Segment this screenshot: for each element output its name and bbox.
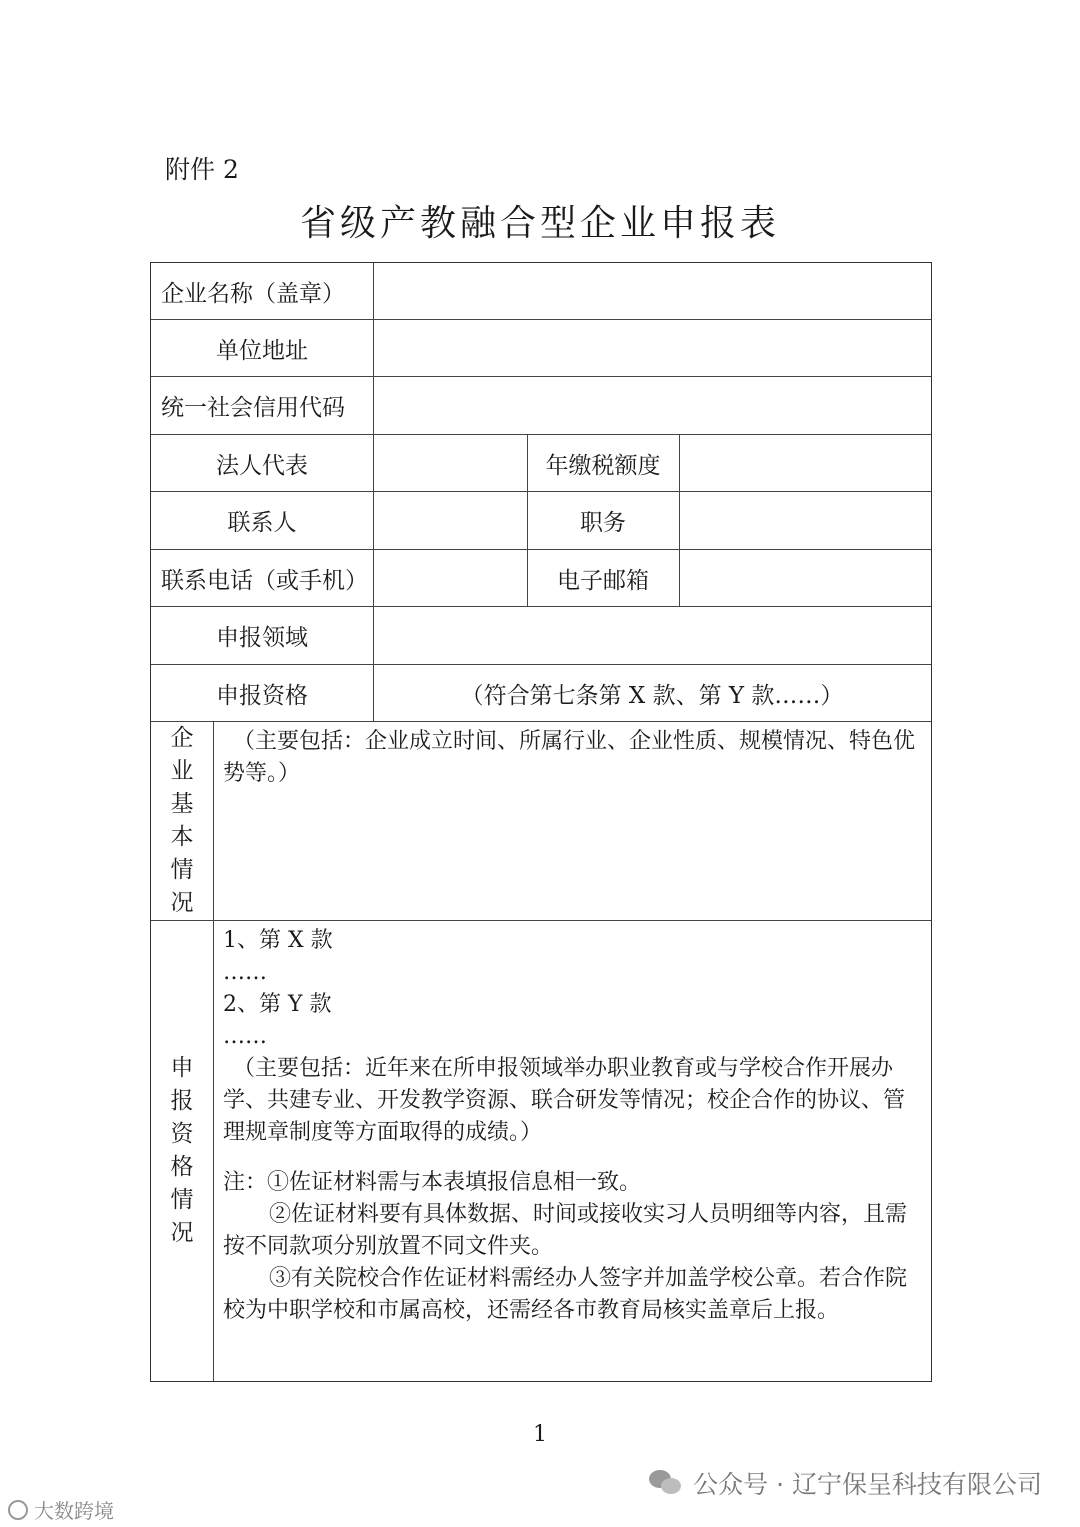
basic-info-label <box>151 722 213 920</box>
annual-tax-label: 年缴税额度 <box>545 452 661 479</box>
form-title: 省级产教融合型企业申报表 <box>299 203 780 244</box>
field-label: 申报领域 <box>216 625 308 651</box>
watermark-right <box>649 1465 1042 1501</box>
qualification-info-content <box>213 921 931 1381</box>
basic-info-label-char: 况 <box>170 890 194 916</box>
attachment-label: 附件 2 <box>165 155 239 184</box>
basic-info-label-char: 企 <box>170 725 194 751</box>
row-qualification <box>151 665 931 722</box>
item-2-dots: …… <box>223 1024 267 1049</box>
row-qualification-info <box>151 921 931 1381</box>
company-name-label: 企业名称（盖章） <box>161 280 345 307</box>
qualification-info-label-char: 报 <box>170 1088 194 1114</box>
basic-info-label-char: 情 <box>170 857 194 883</box>
qualification-info-label <box>151 921 213 1381</box>
qualification-info-label-char: 情 <box>170 1187 194 1213</box>
qualification-info-label-char: 申 <box>170 1055 194 1081</box>
note-2: ②佐证材料要有具体数据、时间或接收实习人员明细等内容，且需按不同款项分别放置不同文件夹。 <box>223 1202 908 1259</box>
qualification-label: 申报资格 <box>216 682 308 709</box>
watermark-left <box>8 1495 114 1524</box>
note-3: ③有关院校合作佐证材料需经办人签字并加盖学校公章。若合作院校为中职学校和市属高校，还需经各市教育局核实盖章后上报。 <box>223 1266 908 1323</box>
legal-rep-label: 法人代表 <box>216 452 308 479</box>
item-2: 2、第 Y 款 <box>223 992 332 1017</box>
row-company-name <box>151 263 931 320</box>
row-basic-info <box>151 722 931 921</box>
application-form-table <box>150 262 932 1382</box>
watermark-right-text: 公众号 · 辽宁保呈科技有限公司 <box>693 1470 1042 1499</box>
watermark-left-text: 大数跨境 <box>34 1499 114 1523</box>
note-1: 注：①佐证材料需与本表填报信息相一致。 <box>223 1170 642 1195</box>
qualification-info-label-char: 况 <box>170 1220 194 1246</box>
basic-info-label-char: 业 <box>170 758 194 784</box>
phone-label: 联系电话（或手机） <box>161 567 368 594</box>
item-1-dots: …… <box>223 960 267 985</box>
row-contact <box>151 492 931 550</box>
row-field <box>151 607 931 665</box>
position-label: 职务 <box>580 510 626 536</box>
page-number: 1 <box>533 1422 547 1447</box>
row-phone <box>151 550 931 607</box>
credit-code-label: 统一社会信用代码 <box>161 395 345 421</box>
basic-info-text: （主要包括：企业成立时间、所属行业、企业性质、规模情况、特色优势等。） <box>223 729 916 786</box>
watermark-logo-icon <box>8 1500 28 1520</box>
qualification-info-label-char: 资 <box>170 1121 194 1147</box>
email-label: 电子邮箱 <box>557 567 649 594</box>
item-1: 1、第 X 款 <box>223 928 333 953</box>
spacer <box>223 1149 921 1167</box>
contact-label: 联系人 <box>227 510 297 536</box>
row-address <box>151 320 931 377</box>
qualification-description: （主要包括：近年来在所申报领域举办职业教育或与学校合作开展办学、共建专业、开发教学资源、联合研发等情况；校企合作的协议、管理规章制度等方面取得的成绩。） <box>223 1056 906 1145</box>
row-legal-rep <box>151 435 931 492</box>
qualification-value: （符合第七条第 X 款、第 Y 款……） <box>460 682 844 709</box>
basic-info-label-char: 基 <box>170 791 194 817</box>
address-label: 单位地址 <box>216 337 308 364</box>
wechat-icon <box>649 1470 683 1496</box>
basic-info-content <box>213 722 931 920</box>
qualification-info-label-char: 格 <box>170 1154 194 1180</box>
basic-info-label-char: 本 <box>170 824 194 850</box>
row-credit-code <box>151 377 931 435</box>
